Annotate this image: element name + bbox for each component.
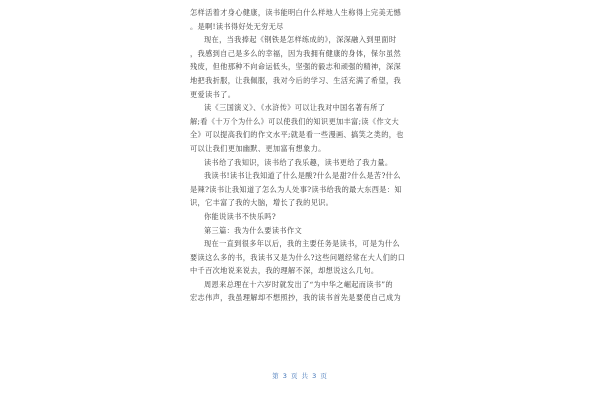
text-line: 解;看《十万个为什么》可以使我们的知识更加丰富;读《作文大 xyxy=(190,116,400,126)
text-line: 可以让我们更加幽默、更加富有想象力。 xyxy=(190,143,326,153)
page-prefix: 第 xyxy=(272,372,280,380)
text-line: 现在，当我捧起《钢铁是怎样练成的》，深深融入到里面时 xyxy=(204,35,397,45)
total-page-number: 3 xyxy=(312,372,318,380)
text-line: 怎样活着才身心健康，读书能明白什么样地人生称得上完美无憾 xyxy=(190,8,402,17)
text-line: 是辣?读书让我知道了怎么为人处事?读书给我的最大东西是：知 xyxy=(190,184,402,194)
page-footer xyxy=(0,371,600,380)
text-line: 你能说读书不快乐吗? xyxy=(204,211,277,221)
text-line: 我读书!读书让我知道了什么是酸?什么是甜?什么是苦?什么 xyxy=(204,171,401,181)
page-middle: 页 共 xyxy=(290,372,310,380)
text-line: 现在一直到很多年以后，我的主要任务是读书，可是为什么 xyxy=(204,239,400,249)
text-line: 更爱读书了。 xyxy=(190,89,236,99)
text-line: 残废，但他那种不向命运低头，坚强的毅志和顽强的精神，深深 xyxy=(190,62,402,72)
text-line: 识，它丰富了我的大脑，增长了我的见识。 xyxy=(190,198,334,208)
text-line: 全》可以提高我们的作文水平;就是看一些漫画、搞笑之类的，也 xyxy=(190,130,404,140)
page-suffix: 页 xyxy=(320,372,328,380)
text-line: 读《三国演义》、《水浒传》可以让我对中国名著有所了 xyxy=(204,103,386,113)
text-line: 第三篇：我为什么要读书作文 xyxy=(204,225,302,235)
text-line: 要读这么多的书，我读书又是为什么?这些问题经常在大人们的口 xyxy=(190,252,406,262)
text-line: 宏志伟声，我虽理解却不想照抄，我的读书首先是要使自己成为 xyxy=(190,293,402,303)
text-line: ，我感到自己是多么的幸福，因为我拥有健康的身体，保尔虽然 xyxy=(190,48,402,58)
text-line: 。是啊!读书得好处无穷无尽 xyxy=(190,21,284,31)
text-line: 周恩来总理在十六岁时就发出了“为中华之崛起而读书”的 xyxy=(204,279,393,289)
text-line: 地把我折服，让我佩服，我对今后的学习、生活充满了希望，我 xyxy=(190,75,402,85)
document-body xyxy=(190,6,412,305)
text-line: 中千百次地说来说去，我的理解不深，却想说这么几句。 xyxy=(190,266,379,276)
text-line: 读书给了我知识，读书给了我乐趣，读书更给了我力量。 xyxy=(204,157,393,167)
current-page-number: 3 xyxy=(282,372,288,380)
